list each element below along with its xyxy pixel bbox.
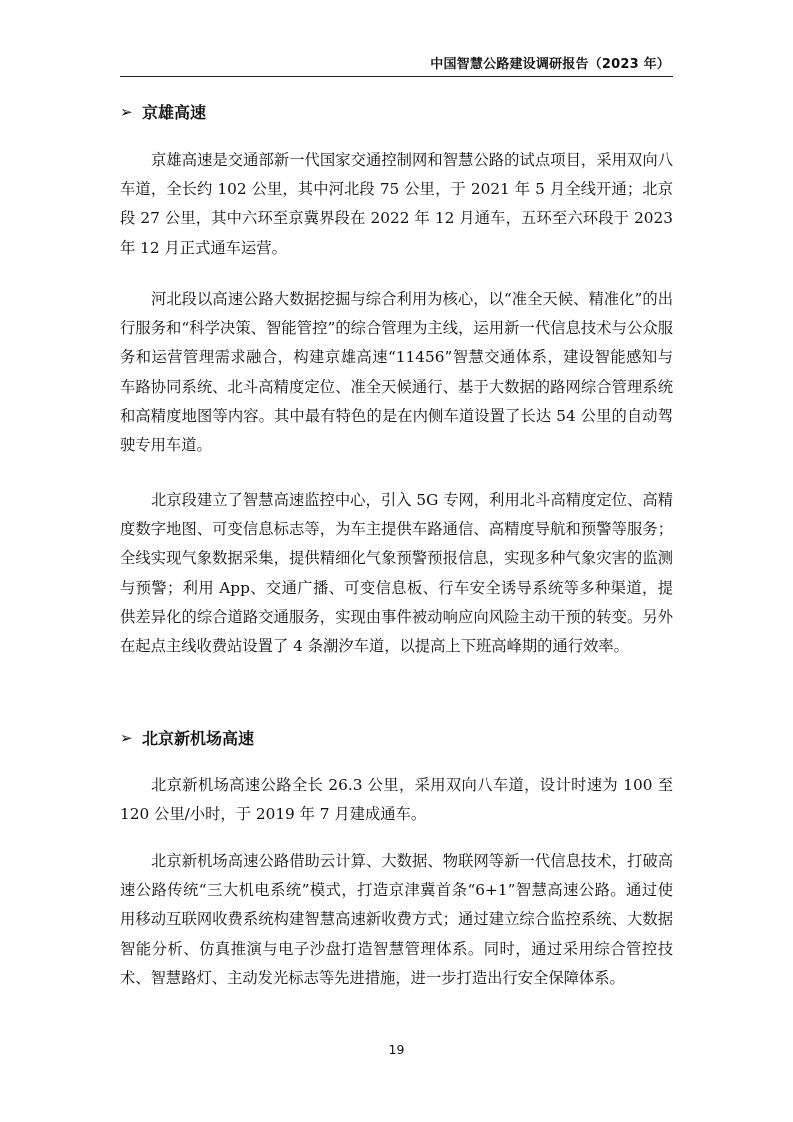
arrow-bullet-icon: ➢: [120, 728, 133, 747]
section-heading-text: 京雄高速: [142, 103, 207, 122]
section-heading-new-airport: [120, 726, 254, 749]
paragraph: 京雄高速是交通部新一代国家交通控制网和智慧公路的试点项目，采用双向八车道，全长约 102 公里，其中河北段 75 公里，于 2021 年 5 月全线开通；北京段 27 公里，其中六环至京冀界段在 2022 年 12 月通车，五环至六环段于 2023 年 12 月正式通车运营。: [120, 151, 673, 257]
report-title: 中国智慧公路建设调研报告（2023 年）: [430, 57, 670, 72]
paragraph: 北京新机场高速公路全长 26.3 公里，采用双向八车道，设计时速为 100 至 120 公里/小时，于 2019 年 7 月建成通车。: [120, 776, 673, 824]
page-number: 19: [388, 1042, 405, 1057]
header-rule: [120, 76, 673, 77]
paragraph: 北京新机场高速公路借助云计算、大数据、物联网等新一代信息技术，打破高速公路传统“三大机电系统”模式，打造京津冀首条“6+1”智慧高速公路。通过使用移动互联网收费系统构建智慧高速新收费方式；通过建立综合监控系统、大数据智能分析、仿真推演与电子沙盘打造智慧管理体系。同时，通过采用综合管控技术、智慧路灯、主动发光标志等先进措施，进一步打造出行安全保障体系。: [120, 852, 673, 987]
section-heading-text: 北京新机场高速: [142, 729, 255, 748]
paragraph: 河北段以高速公路大数据挖掘与综合利用为核心，以“准全天候、精准化”的出行服务和“科学决策、智能管控”的综合管理为主线，运用新一代信息技术与公众服务和运营管理需求融合，构建京雄高速“11456”智慧交通体系，建设智能感知与车路协同系统、北斗高精度定位、准全天候通行、基于大数据的路网综合管理系统和高精度地图等内容。其中最有特色的是在内侧车道设置了长达 54 公里的自动驾驶专用车道。: [120, 290, 673, 455]
section-heading-jingxiong: [120, 100, 206, 123]
paragraph: 北京段建立了智慧高速监控中心，引入 5G 专网，利用北斗高精度定位、高精度数字地图、可变信息标志等，为车主提供车路通信、高精度导航和预警等服务；全线实现气象数据采集，提供精细化气象预警预报信息，实现多种气象灾害的监测与预警；利用 App、交通广播、可变信息板、行车安全诱导系统等多种渠道，提供差异化的综合道路交通服务，实现由事件被动响应向风险主动干预的转变。另外在起点主线收费站设置了 4 条潮汐车道，以提高上下班高峰期的通行效率。: [120, 491, 673, 656]
arrow-bullet-icon: ➢: [120, 102, 133, 121]
